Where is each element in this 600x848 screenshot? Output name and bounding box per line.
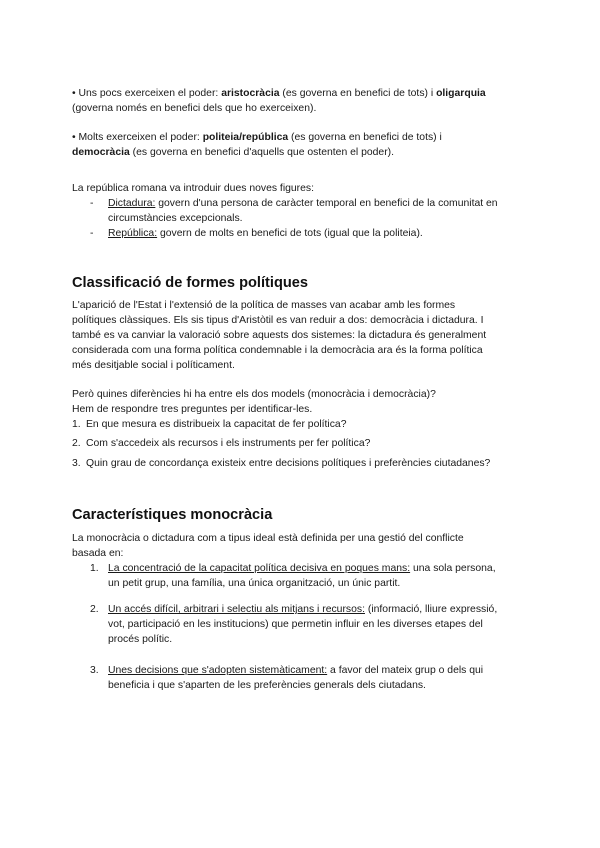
text: circumstàncies excepcionals. (108, 213, 243, 224)
term-politeia: politeia/república (202, 132, 289, 143)
text: vot, participació en les institucions) que permetin influir en les diverses etapes del (108, 619, 483, 630)
text-line: polítiques clàssiques. Els sis tipus d'Aristòtil es van reduir a dos: democràcia i dictadura. I (72, 315, 484, 326)
text: beneficia i que s'aparten de les preferències generals dels ciutadans. (108, 680, 426, 691)
list-item-decisions (90, 663, 530, 693)
text: • Uns pocs exerceixen el poder: (72, 88, 222, 99)
text-line: considerada com una forma política condemnable i la democràcia ara és la forma política (72, 345, 483, 356)
text: (informació, lliure expressió, (364, 604, 498, 615)
text: govern de molts en benefici de tots (igual que la politeia). (157, 228, 423, 239)
paragraph-few-rulers (72, 86, 532, 116)
text-line: Hem de respondre tres preguntes per identificar-les. (72, 404, 313, 415)
text-line: La monocràcia o dictadura com a tipus ideal està definida per una gestió del conflicte (72, 533, 464, 544)
list-marker: 3. (72, 458, 81, 469)
question-item (72, 436, 542, 451)
question-text: Quin grau de concordança existeix entre decisions polítiques i preferències ciutadanes? (86, 458, 491, 469)
paragraph-classification (72, 298, 542, 373)
list-marker: - (90, 228, 94, 239)
text-line: Però quines diferències hi ha entre els dos models (monocràcia i democràcia)? (72, 389, 436, 400)
list-marker: 2. (90, 604, 99, 615)
term: La concentració de la capacitat política decisiva en poques mans: (108, 563, 411, 574)
text: procés polític. (108, 634, 173, 645)
question-item (72, 417, 542, 432)
question-text: Com s'accedeix als recursos i els instruments per fer política? (86, 438, 371, 449)
text: govern d'una persona de caràcter temporal en benefici de la comunitat en (155, 198, 498, 209)
text: (es governa en benefici de tots) i (288, 132, 442, 143)
paragraph-monocracia-intro (72, 531, 542, 561)
text: un petit grup, una família, una única organització, un únic partit. (108, 578, 401, 589)
text: una sola persona, (410, 563, 496, 574)
text: (es governa en benefici d'aquells que ostenten el poder). (129, 147, 395, 158)
list-marker: 1. (72, 419, 81, 430)
section-title-monocracia: Característiques monocràcia (72, 507, 273, 523)
term-democracia: democràcia (72, 147, 130, 158)
paragraph-many-rulers (72, 130, 532, 160)
section-title-classificacio: Classificació de formes polítiques (72, 275, 309, 291)
text: (governa només en benefici dels que ho exerceixen). (72, 103, 317, 114)
list-marker: 3. (90, 665, 99, 676)
text: a favor del mateix grup o dels qui (327, 665, 484, 676)
term-oligarquia: oligarquia (436, 88, 486, 99)
text: • Molts exerceixen el poder: (72, 132, 203, 143)
term-dictadura: Dictadura: (108, 198, 156, 209)
list-marker: 1. (90, 563, 99, 574)
text-line: més desitjable social i políticament. (72, 360, 235, 371)
term-aristocracia: aristocràcia (221, 88, 280, 99)
question-item (72, 456, 542, 471)
text: (es governa en benefici de tots) i (279, 88, 437, 99)
list-marker: 2. (72, 438, 81, 449)
text-line: també es va canviar la valoració sobre aquests dos sistemes: la dictadura és generalment (72, 330, 487, 341)
list-item-dictadura (90, 196, 540, 226)
text-line: basada en: (72, 548, 124, 559)
term-republica: República: (108, 228, 158, 239)
list-item-republica (90, 226, 540, 241)
question-text: En que mesura es distribueix la capacitat de fer política? (86, 419, 347, 430)
list-marker: - (90, 198, 94, 209)
term: Unes decisions que s'adopten sistemàticament: (108, 665, 328, 676)
paragraph-question-intro (72, 387, 542, 417)
list-item-concentracio (90, 561, 530, 591)
term: Un accés difícil, arbitrari i selectiu als mitjans i recursos: (108, 604, 365, 615)
list-item-acces (90, 602, 530, 647)
paragraph-roman-republic: La república romana va introduir dues noves figures: (72, 183, 315, 194)
text-line: L'aparició de l'Estat i l'extensió de la política de masses van acabar amb les formes (72, 300, 456, 311)
